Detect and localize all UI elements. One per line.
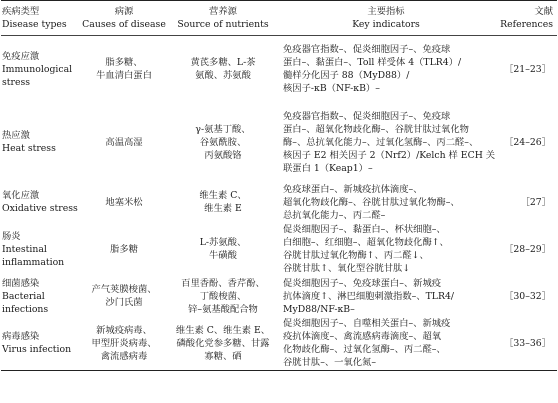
indicators-line: 促炎细胞因子–、自噬相关蛋白–、新城疫: [283, 318, 451, 329]
causes-cell: [79, 102, 169, 182]
header-disease-cn: 疾病类型: [2, 6, 40, 17]
reference-text: ［28–29］: [504, 243, 551, 255]
indicators-cell: [277, 36, 495, 103]
header-causes: [79, 1, 169, 36]
references-cell: [495, 316, 557, 371]
causes-cell: [79, 182, 169, 222]
indicators-line: 髓样分化因子 88（MyD88）/: [283, 70, 410, 81]
nutrients-line: 维生素 C、维生素 E、: [175, 324, 271, 336]
table-header-row: [1, 1, 557, 36]
causes-line: 高温高湿: [105, 136, 143, 148]
nutrients-line: 氨酸、苏氨酸: [195, 70, 251, 81]
disease-type-cell: [1, 102, 79, 182]
causes-cell: [79, 316, 169, 371]
nutrients-line: L-苏氨酸、: [199, 237, 247, 248]
table-row: [1, 222, 557, 276]
table-row: [1, 102, 557, 182]
indicators-line: 蛋白–、黏蛋白–、Toll 样受体 4（TLR4）/: [283, 57, 462, 68]
indicators-line: 谷胱甘肽–、一氧化氮–: [283, 357, 376, 368]
header-indicators: [277, 1, 495, 36]
disease-line: 肠炎: [2, 230, 21, 242]
header-nutrients-en: Source of nutrients: [177, 19, 269, 30]
disease-line: 氧化应激: [2, 190, 40, 201]
causes-line: 脂多糖、: [105, 57, 143, 68]
nutrients-cell: [169, 182, 277, 222]
nutrients-line: 维生素 C、: [199, 190, 247, 201]
nutrients-line: 黄芪多糖、L-茶: [190, 57, 256, 68]
nutrients-cell: [169, 222, 277, 276]
disease-type-cell: [1, 222, 79, 276]
nutrients-line: 维生素 E: [204, 203, 242, 214]
causes-line: 牛血清白蛋白: [96, 70, 152, 81]
causes-cell: [79, 36, 169, 103]
header-causes-en: Causes of disease: [82, 19, 166, 30]
nutrients-line: 锌–氨基酸配合物: [188, 303, 258, 315]
nutrients-line: 丙氨酸铬: [204, 149, 242, 161]
causes-cell: [79, 276, 169, 316]
causes-line: 脂多糖: [110, 243, 138, 255]
reference-text: ［24–26］: [504, 136, 551, 148]
references-cell: [495, 182, 557, 222]
disease-line: Bacterial: [2, 290, 45, 302]
causes-cell: [79, 222, 169, 276]
header-indicators-en: Key indicators: [352, 19, 420, 30]
reference-text: ［21–23］: [504, 63, 551, 75]
indicators-line: 联蛋白 1（Keap1）–: [283, 162, 373, 174]
nutrients-line: 丁酸梭菌、: [199, 290, 247, 302]
reference-text: ［27］: [520, 196, 551, 208]
disease-type-cell: [1, 182, 79, 222]
disease-line: infections: [2, 303, 49, 315]
table-row: [1, 276, 557, 316]
indicators-line: 化物歧化酶–、过氧化氢酶–、丙二醛–、: [283, 344, 446, 355]
references-cell: [495, 222, 557, 276]
reference-text: ［33–36］: [504, 337, 551, 349]
header-disease-types: [1, 1, 79, 36]
nutrients-cell: [169, 316, 277, 371]
header-causes-cn: 病源: [114, 6, 134, 17]
indicators-line: 促炎细胞因子–、免疫球蛋白–、新城疫: [283, 277, 442, 289]
indicators-cell: [277, 182, 495, 222]
nutrition-disease-table: [1, 0, 557, 371]
indicators-line: 总抗氧化能力–、丙二醛–: [283, 209, 386, 221]
indicators-line: 免疫球蛋白–、新城疫抗体滴度–、: [283, 183, 423, 195]
indicators-line: 免疫器官指数–、促炎细胞因子–、免疫球: [283, 44, 451, 55]
indicators-line: 谷胱甘肽过氧化物酶↑、丙二醛↓、: [283, 250, 429, 261]
indicators-line: 超氧化物歧化酶–、谷胱甘肽过氧化物酶–、: [283, 196, 460, 208]
causes-line: 地塞米松: [105, 196, 143, 208]
indicators-line: 抗体滴度↑、淋巴细胞刺激指数–、TLR4/: [283, 290, 455, 302]
indicators-cell: [277, 222, 495, 276]
disease-line: 免疫应激: [2, 50, 40, 62]
indicators-line: 核因子 E2 相关因子 2（Nrf2）/Kelch 样 ECH 关: [283, 149, 495, 161]
header-disease-en: Disease types: [2, 19, 67, 30]
indicators-line: 免疫器官指数–、促炎细胞因子–、免疫球: [283, 110, 451, 122]
indicators-line: 酶–、总抗氧化能力–、过氧化氢酶–、丙二醛–、: [283, 136, 479, 148]
indicators-cell: [277, 316, 495, 371]
table-row: [1, 182, 557, 222]
indicators-line: 核因子-κB（NF-κB）–: [283, 83, 380, 94]
causes-line: 新城疫病毒、: [96, 324, 152, 336]
disease-line: Heat stress: [2, 143, 56, 154]
causes-line: 产气荚膜梭菌、: [91, 284, 157, 295]
nutrients-line: 谷氨酰胺、: [199, 136, 247, 148]
references-cell: [495, 102, 557, 182]
causes-line: 甲型肝炎病毒、: [91, 337, 157, 349]
indicators-line: 谷胱甘肽↑、氧化型谷胱甘肽↓: [283, 263, 411, 274]
references-cell: [495, 36, 557, 103]
disease-type-cell: [1, 276, 79, 316]
header-nutrients: [169, 1, 277, 36]
nutrients-line: 牛磺酸: [209, 250, 237, 261]
nutrients-cell: [169, 276, 277, 316]
disease-line: Immunological: [2, 63, 73, 75]
indicators-line: 疫抗体滴度–、禽流感病毒滴度–、超氧: [283, 331, 442, 342]
header-nutrients-cn: 营养源: [209, 6, 237, 17]
causes-line: 沙门氏菌: [105, 297, 143, 308]
indicators-cell: [277, 102, 495, 182]
header-indicators-cn: 主要指标: [367, 6, 405, 17]
disease-line: inflammation: [2, 256, 65, 268]
header-references-cn: 文献: [534, 6, 553, 17]
nutrients-cell: [169, 102, 277, 182]
disease-line: 病毒感染: [2, 331, 40, 342]
causes-line: 禽流感病毒: [100, 350, 148, 362]
nutrients-line: 百里香酚、香芹酚、: [181, 277, 265, 289]
indicators-line: 白细胞–、红细胞–、超氧化物歧化酶↑、: [283, 237, 449, 248]
nutrients-line: γ-氨基丁酸、: [195, 123, 251, 135]
references-cell: [495, 276, 557, 316]
indicators-line: MyD88/NF-κB–: [283, 303, 355, 315]
table-row: [1, 36, 557, 103]
indicators-cell: [277, 276, 495, 316]
disease-line: 细菌感染: [2, 277, 40, 289]
nutrients-line: 寡糖、硒: [204, 350, 242, 362]
nutrients-line: 磷酸化党参多糖、甘露: [176, 337, 270, 349]
disease-line: Oxidative stress: [2, 203, 78, 214]
disease-line: Intestinal: [2, 243, 47, 255]
disease-type-cell: [1, 316, 79, 371]
header-references-en: References: [500, 19, 553, 30]
disease-line: stress: [2, 76, 30, 88]
indicators-line: 促炎细胞因子–、黏蛋白–、杯状细胞–、: [283, 224, 446, 235]
nutrients-cell: [169, 36, 277, 103]
indicators-line: 蛋白–、超氧化物歧化酶–、谷胱甘肽过氧化物: [283, 123, 469, 135]
disease-line: Virus infection: [2, 344, 72, 355]
disease-line: 热应激: [2, 130, 30, 141]
reference-text: ［30–32］: [504, 290, 551, 302]
header-references: [495, 1, 557, 36]
table-row: [1, 316, 557, 371]
disease-type-cell: [1, 36, 79, 103]
